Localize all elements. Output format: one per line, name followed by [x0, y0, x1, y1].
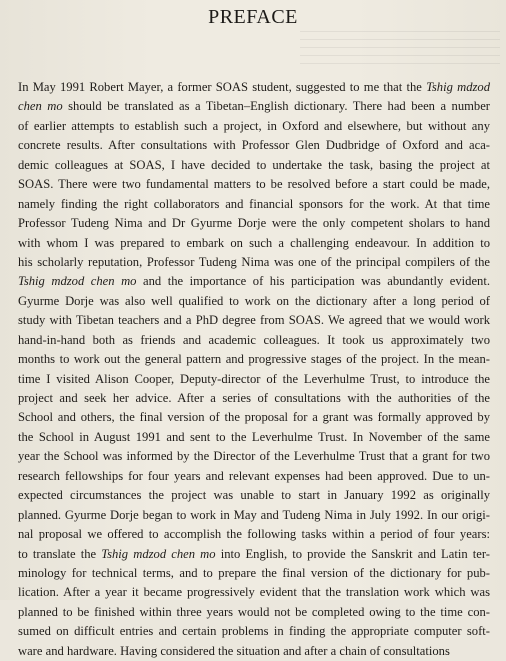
text-run: sumed on difficult entries and certain problems in finding the appropriate computer soft-	[18, 624, 490, 639]
text-run: study with Tibetan teachers and a PhD degree from SOAS. We agreed that we would work	[18, 313, 490, 328]
text-run: lication. After a year it became progressively evident that the translation work which was	[18, 585, 490, 600]
text-run: hand-in-hand both as friends and academic colleagues. It took us approximately two	[18, 332, 490, 347]
text-run: expected circumstances the project was unable to start in January 1992 as originally	[18, 488, 490, 503]
text-line	[18, 156, 490, 175]
text-run: with whom I was prepared to embark on such a challenging endeavour. In addition to	[18, 235, 490, 250]
text-run: SOAS. There were two fundamental matters to be resolved before a start could be made,	[18, 177, 490, 192]
page-title: PREFACE	[208, 6, 298, 28]
text-run: concrete results. After consultations with Professor Glen Dudbridge of Oxford and aca-	[18, 138, 490, 153]
text-run: ware and hardware. Having considered the situation and after a chain of consultations	[18, 643, 450, 658]
text-line	[18, 253, 490, 272]
text-line	[18, 389, 490, 408]
text-run: of earlier attempts to establish such a project, in Oxford and elsewhere, but without any	[18, 118, 490, 133]
text-line	[18, 214, 490, 233]
text-line	[18, 97, 490, 116]
text-run: planned to be finished within three years would not be completed owing to the time con-	[18, 604, 490, 619]
text-line	[18, 642, 490, 661]
text-run: the School in August 1991 and sent to the Leverhulme Trust. In November of the same	[18, 429, 490, 444]
text-line	[18, 545, 490, 564]
text-line	[18, 525, 490, 544]
text-run: School and others, the final version of the proposal for a grant was formally approved by	[18, 410, 490, 425]
text-run: demic colleagues at SOAS, I have decided to undertake the task, basing the project at	[18, 157, 490, 172]
italic-title: Tshig mdzod	[426, 80, 490, 94]
text-run: In May 1991 Robert Mayer, a former SOAS student, suggested to me that the	[18, 80, 427, 94]
text-run: year the School was informed by the Director of the Leverhulme Trust that a grant for two	[18, 449, 490, 464]
text-run: namely finding the right collaborators and financial sponsors for the work. At that time	[18, 196, 490, 211]
text-run: planned. Gyurme Dorje began to work in May and Tudeng Nima in July 1992. In our origi-	[18, 507, 490, 522]
text-line	[18, 447, 490, 466]
text-line	[18, 272, 490, 291]
text-line	[18, 428, 490, 447]
text-line	[18, 370, 490, 389]
italic-title: chen mo	[18, 99, 63, 114]
text-line	[18, 195, 490, 214]
text-run: should be translated as a Tibetan–English dictionary. There had been a number	[62, 99, 490, 114]
text-run: research fellowships for four years and relevant expenses had been approved. Due to un-	[18, 468, 490, 483]
text-run: into English, to provide the Sanskrit and Latin ter-	[215, 546, 490, 561]
text-line	[18, 486, 490, 505]
text-line	[18, 292, 490, 311]
text-line	[18, 408, 490, 427]
text-line	[18, 564, 490, 583]
text-run: project and seek her advice. After a series of consultations with the authorities of the	[18, 391, 490, 405]
text-line	[18, 311, 490, 330]
text-run: Gyurme Dorje was also well qualified to work on the dictionary after a long period of	[18, 293, 490, 308]
text-line	[18, 78, 490, 97]
text-line	[18, 175, 490, 194]
text-line	[18, 234, 490, 253]
italic-title: Tshig mdzod chen mo	[101, 546, 216, 561]
italic-title: Tshig mdzod chen mo	[18, 274, 137, 289]
text-run: his scholarly reputation, Professor Tudeng Nima was one of the principal compilers of the	[18, 254, 490, 269]
text-run: and the importance of his participation was abundantly evident.	[136, 274, 490, 289]
text-line	[18, 622, 490, 641]
text-run: Professor Tudeng Nima and Dr Gyurme Dorje were the only competent sholars to hand	[18, 216, 490, 231]
text-line	[18, 603, 490, 622]
text-line	[18, 136, 490, 155]
text-line	[18, 506, 490, 525]
text-run: minology for technical terms, and to prepare the final version of the dictionary for pub-	[18, 565, 490, 580]
text-run: to translate the	[18, 546, 102, 561]
text-line	[18, 117, 490, 136]
preface-body	[18, 78, 490, 661]
text-line	[18, 467, 490, 486]
text-line	[18, 350, 490, 369]
text-run: nal proposal we offered to accomplish the following tasks within a period of four years:	[18, 527, 490, 542]
show-through-text	[300, 24, 500, 64]
text-line	[18, 331, 490, 350]
text-run: months to work out the general pattern and progressive stages of the project. In the mean-	[18, 352, 490, 367]
text-run: time I visited Alison Cooper, Deputy-director of the Leverhulme Trust, to introduce the	[18, 371, 490, 386]
